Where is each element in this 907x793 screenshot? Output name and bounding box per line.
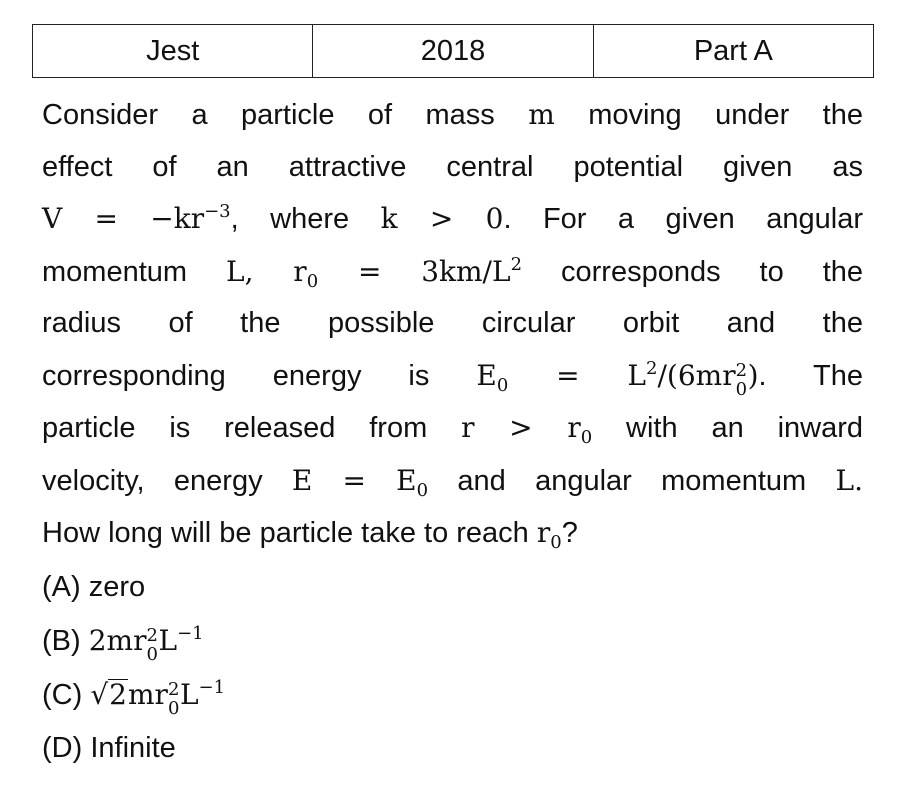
option-a[interactable]: (A) zero bbox=[42, 571, 146, 603]
option-b[interactable]: (B) 2mr 2 0 $L^{-1}$ bbox=[42, 623, 204, 665]
energy-condition: $E = E_0$ bbox=[291, 463, 429, 501]
question-line-6: corresponding energy is $E_0 = L^2/(6mr$ 2 0 ). The bbox=[42, 357, 864, 400]
question-line-7: particle is released from $r > r_0$ with an inward bbox=[42, 411, 863, 448]
question-line-9: How long will be particle take to reach $r_0$? bbox=[42, 516, 578, 553]
question-line-3: $V = -kr^{-3}$, where k > 0. For a given angular bbox=[42, 201, 864, 235]
header-part: Part A bbox=[593, 25, 873, 78]
question-line-2: effect of an attractive central potential given as bbox=[42, 150, 863, 183]
header-row bbox=[33, 25, 874, 78]
release-condition: $r > r_0$ bbox=[461, 411, 593, 448]
question-line-1: Consider a particle of mass m moving under the bbox=[42, 98, 863, 131]
energy-formula: $E_0 = L^2/(6mr$ 2 0 ) bbox=[476, 357, 759, 400]
option-d[interactable]: (D) Infinite bbox=[42, 732, 176, 764]
question-line-8: velocity, energy $E = E_0$ and angular momentum L. bbox=[42, 463, 864, 501]
header-table bbox=[32, 24, 874, 78]
square-root: √2 bbox=[90, 678, 127, 711]
question-line-4: momentum L, $r_0 = 3km/L^2$ corresponds to the bbox=[42, 253, 864, 292]
header-year: 2018 bbox=[313, 25, 593, 78]
option-c[interactable]: (C) √2mr 2 0 $L^{-1}$ bbox=[42, 668, 863, 722]
radius-formula: L, $r_0 = 3km/L^2$ bbox=[226, 253, 523, 292]
question-line-5: radius of the possible circular orbit and the bbox=[42, 307, 863, 339]
header-exam: Jest bbox=[33, 25, 313, 78]
answer-options bbox=[42, 561, 863, 775]
question-text bbox=[42, 89, 863, 560]
k-condition: k > 0 bbox=[380, 202, 504, 235]
potential-formula: $V = -kr^{-3}$ bbox=[42, 201, 231, 235]
